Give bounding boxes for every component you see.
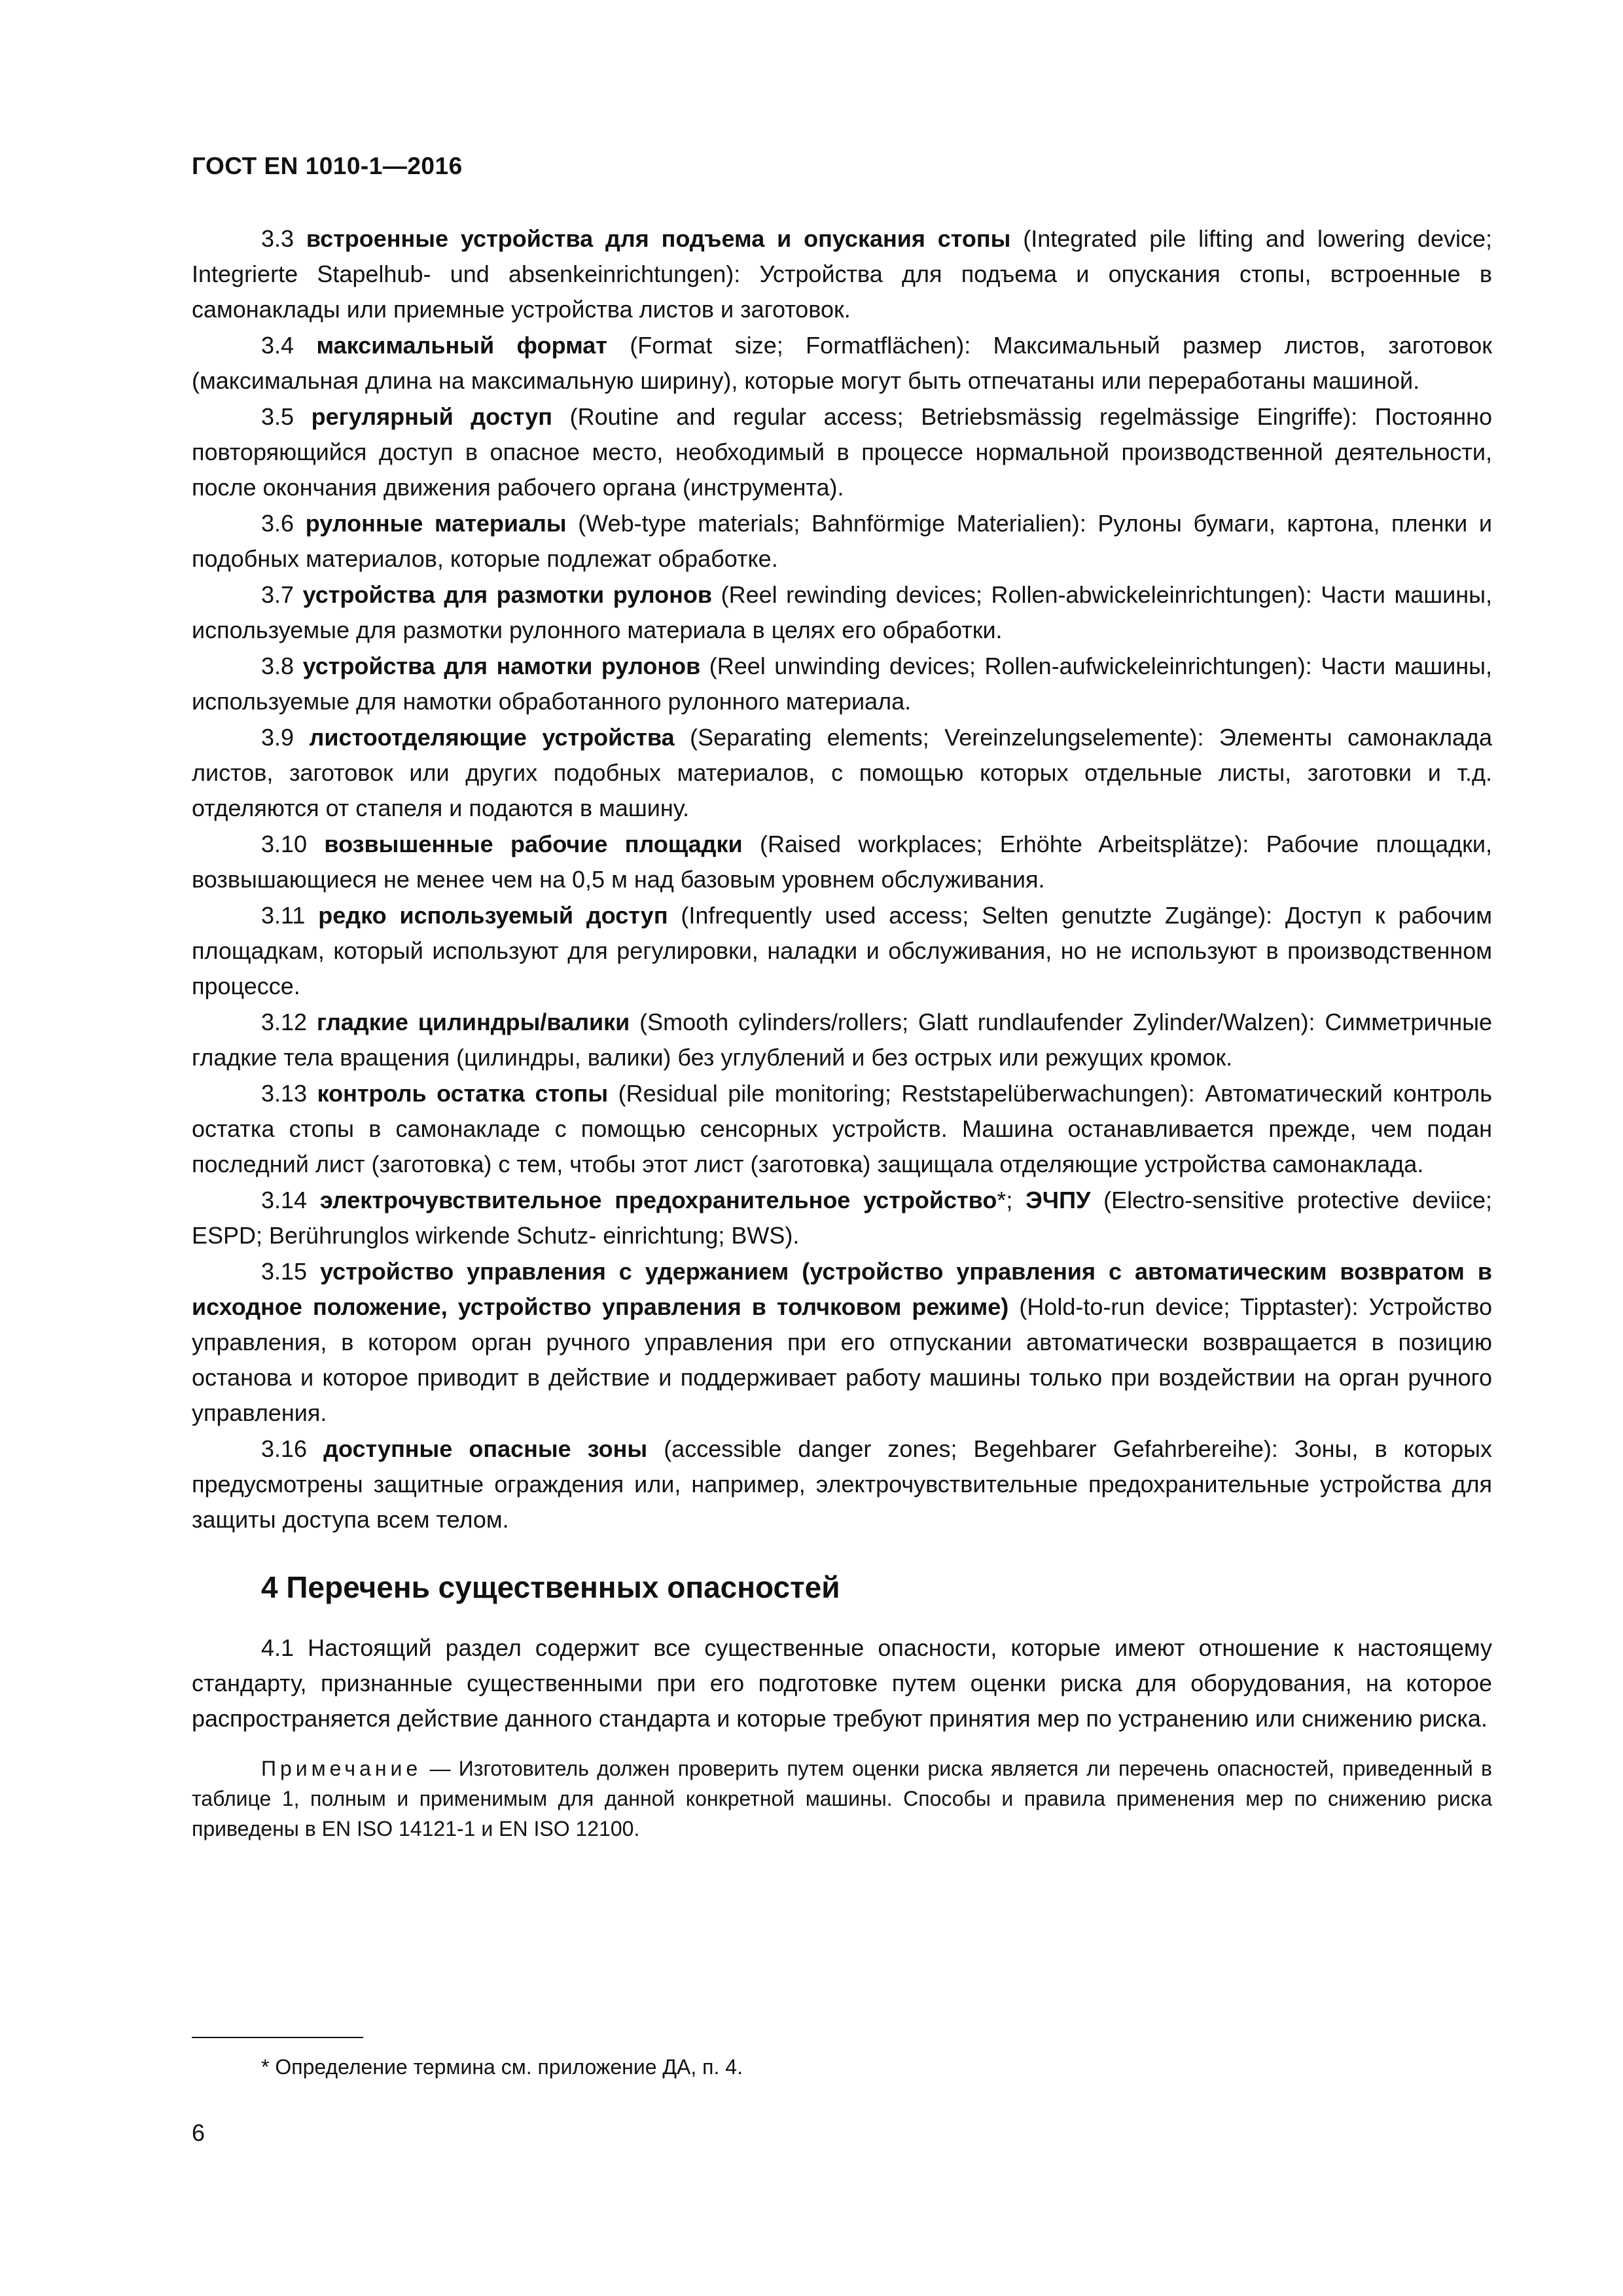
footnote: * Определение термина см. приложение ДА, п. 4. (261, 2055, 743, 2079)
document-body (192, 221, 1492, 1844)
note-text: — Изготовитель должен проверить путем оценки риска является ли перечень опасностей, приведенный в таблице 1, полным и применимым для данной конкретной машины. Способы и правила применения мер по снижению риска приведены в EN ISO 14121-1 и EN ISO 12100. (192, 1757, 1492, 1840)
term-3-15: 3.15 устройство управления с удержанием (устройство управления с автоматическим возвратом в исходное положение, устройство управления в толчковом режиме) (Hold-to-run device; Tipptaster): Устройство управления, в котором орган ручного управления при его отпускании автоматически возвращается в позицию останова и которое приводит в действие и поддерживает работу машины только при воздействии на орган ручного управления. (192, 1258, 1492, 1426)
term-3-12: 3.12 гладкие цилиндры/валики (Smooth cylinders/rollers; Glatt rundlaufender Zylinder/Walzen): Симметричные гладкие тела вращения (цилиндры, валики) без углублений и без острых или режущих кромок. (192, 1009, 1492, 1071)
document-header: ГОСТ EN 1010-1—2016 (192, 152, 463, 179)
note (192, 1753, 1492, 1844)
section-4-title: 4 Перечень существенных опасностей (261, 1570, 840, 1604)
term-3-11: 3.11 редко используемый доступ (Infrequently used access; Selten genutzte Zugänge): Доступ к рабочим площадкам, который используют для регулировки, наладки и обслуживания, но не используют в производственном процессе. (192, 902, 1493, 999)
paragraph-4-1: 4.1 Настоящий раздел содержит все существенные опасности, которые имеют отношение к настоящему стандарту, признанные существенными при его подготовке путем оценки риска для оборудования, на которое распространяется действие данного стандарта и которые требуют принятия мер по устранению или снижению риска. (192, 1634, 1492, 1732)
term-3-5: 3.5 регулярный доступ (Routine and regular access; Betriebsmässig regelmässige Eingriffe): Постоянно повторяющийся доступ в опасное место, необходимый в процессе нормальной производственной деятельности, после окончания движения рабочего органа (инструмента). (192, 403, 1492, 501)
term-3-9: 3.9 листоотделяющие устройства (Separating elements; Vereinzelungselemente): Элементы самонаклада листов, заготовок или других подобных материалов, с помощью которых отдельные листы, заготовки и т.д. отделяются от стапеля и подаются в машину. (192, 724, 1492, 821)
term-3-13: 3.13 контроль остатка стопы (Residual pile monitoring; Reststapelüberwachungen): Автоматический контроль остатка стопы в самонакладе с помощью сенсорных устройств. Машина останавливается прежде, чем подан последний лист (заготовка) с тем, чтобы этот лист (заготовка) защищала отделяющие устройства самонаклада. (192, 1080, 1492, 1177)
term-3-6: 3.6 рулонные материалы (Web-type materials; Bahnförmige Materialien): Рулоны бумаги, картона, пленки и подобных материалов, которые подлежат обработке. (192, 510, 1492, 572)
term-3-8: 3.8 устройства для намотки рулонов (Reel unwinding devices; Rollen-aufwickeleinrichtungen): Части машины, используемые для намотки обработанного рулонного материала. (192, 653, 1492, 715)
term-3-3: 3.3 встроенные устройства для подъема и опускания стопы (Integrated pile lifting and lowering device; Integrierte Stapelhub- und absenkeinrichtungen): Устройства для подъема и опускания стопы, встроенные в самонаклады или приемные устройства листов и заготовок. (192, 225, 1492, 323)
page-number: 6 (192, 2119, 205, 2146)
note-label: Примечание (261, 1757, 422, 1780)
footnote-divider (192, 2037, 363, 2038)
term-3-7: 3.7 устройства для размотки рулонов (Reel rewinding devices; Rollen-abwickeleinrichtungen): Части машины, используемые для размотки рулонного материала в целях его обработки. (192, 581, 1492, 643)
term-3-4: 3.4 максимальный формат (Format size; Formatflächen): Максимальный размер листов, заготовок (максимальная длина на максимальную ширину), которые могут быть отпечатаны или переработаны машиной. (192, 332, 1492, 394)
term-3-14: 3.14 электрочувствительное предохранительное устройство*; ЭЧПУ (Electro-sensitive protective deviice; ESPD; Berührunglos wirkende Schutz- einrichtung; BWS). (192, 1187, 1492, 1249)
term-3-16: 3.16 доступные опасные зоны (accessible danger zones; Begehbarer Gefahrbereihe): Зоны, в которых предусмотрены защитные ограждения или, например, электрочувствительные предохранительные устройства для защиты доступа всем телом. (192, 1435, 1492, 1533)
term-3-10: 3.10 возвышенные рабочие площадки (Raised workplaces; Erhöhte Arbeitsplätze): Рабочие площадки, возвышающиеся не менее чем на 0,5 м над базовым уровнем обслуживания. (192, 831, 1492, 893)
